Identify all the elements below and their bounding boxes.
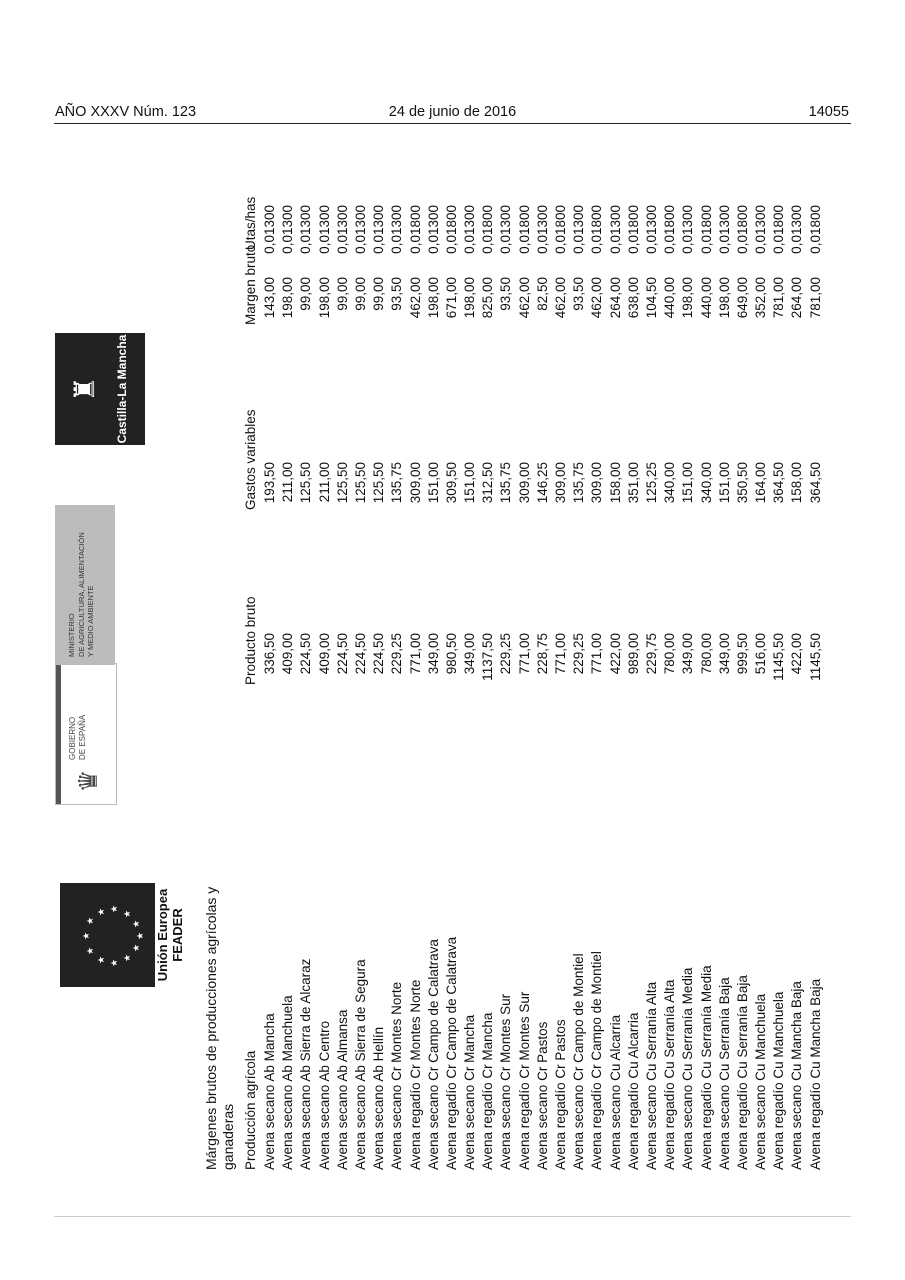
row-name-cell: Avena regadío Cu Serranía Media (698, 965, 714, 1170)
utas-cell: 0,01300 (298, 205, 314, 254)
utas-cell: 0,01300 (425, 205, 441, 254)
gastos-variables-cell: 135,75 (389, 462, 405, 504)
column-header-producto-bruto: Producto bruto (243, 596, 258, 685)
row-name-cell: Avena regadío Cu Alcarria (625, 1012, 641, 1170)
margen-bruto-cell: 82,50 (534, 277, 550, 311)
utas-cell: 0,01800 (698, 205, 714, 254)
gastos-variables-cell: 340,00 (698, 462, 714, 504)
row-name-cell: Avena secano Cu Serranía Alta (643, 981, 659, 1170)
row-name-cell: Avena secano Cr Campo de Montiel (571, 953, 587, 1170)
gastos-variables-cell: 125,50 (298, 462, 314, 504)
footer-rule (54, 1216, 851, 1217)
producto-bruto-cell: 229,75 (643, 633, 659, 675)
gobierno-logo: ♛ GOBIERNO DE ESPAÑA (55, 663, 117, 805)
gastos-variables-cell: 350,50 (734, 462, 750, 504)
utas-cell: 0,01300 (371, 205, 387, 254)
margen-bruto-cell: 198,00 (462, 277, 478, 319)
gastos-variables-cell: 364,50 (807, 462, 823, 504)
column-header-utas: Utas/has (243, 196, 258, 250)
row-name-cell: Avena regadío Cr Pastos (553, 1019, 568, 1170)
margen-bruto-cell: 781,00 (771, 277, 787, 319)
row-name-cell: Avena regadío Cu Serranía Alta (662, 979, 678, 1170)
clm-coat-of-arms-icon: ♜ (69, 376, 100, 402)
gastos-variables-cell: 193,50 (262, 462, 277, 504)
producto-bruto-cell: 771,00 (553, 633, 568, 675)
producto-bruto-cell: 229,25 (498, 633, 514, 675)
gastos-variables-cell: 151,00 (462, 462, 478, 504)
gastos-variables-cell: 309,00 (516, 462, 532, 504)
producto-bruto-cell: 224,50 (371, 633, 387, 675)
producto-bruto-cell: 409,00 (316, 633, 332, 675)
producto-bruto-cell: 516,00 (753, 633, 769, 675)
gastos-variables-cell: 164,00 (753, 462, 769, 504)
gastos-variables-cell: 340,00 (662, 462, 678, 504)
gastos-variables-cell: 309,00 (589, 462, 605, 504)
header-page-number: 14055 (808, 104, 849, 120)
utas-cell: 0,01800 (407, 205, 423, 254)
header-issue: AÑO XXXV Núm. 123 (55, 104, 197, 120)
row-name-cell: Avena secano Cu Manchuela (753, 993, 769, 1170)
producto-bruto-cell: 980,50 (443, 633, 459, 675)
producto-bruto-cell: 229,25 (571, 633, 587, 675)
row-name-cell: Avena secano Ab Sierra de Alcaraz (298, 958, 314, 1170)
producto-bruto-cell: 780,00 (698, 633, 714, 675)
row-name-cell: Avena secano Cr Mancha (462, 1014, 478, 1170)
utas-cell: 0,01800 (625, 205, 641, 254)
margen-bruto-cell: 825,00 (480, 277, 496, 319)
row-name-cell: Avena regadío Cu Manchuela (771, 991, 787, 1170)
row-name-cell: Avena secano Cu Alcarria (607, 1014, 623, 1170)
header-rule (54, 123, 851, 124)
margen-bruto-cell: 143,00 (262, 277, 277, 319)
utas-cell: 0,01300 (280, 205, 296, 254)
eu-stars-flag-icon: ★ ★ ★ ★ ★ ★ ★ ★ ★ ★ ★ ★ (60, 883, 155, 987)
gastos-variables-cell: 125,25 (643, 462, 659, 504)
margen-bruto-cell: 93,50 (498, 277, 514, 311)
utas-cell: 0,01300 (753, 205, 769, 254)
row-name-cell: Avena secano Cu Serranía Baja (716, 977, 732, 1170)
gastos-variables-cell: 135,75 (571, 462, 587, 504)
gastos-variables-cell: 351,00 (625, 462, 641, 504)
margen-bruto-cell: 462,00 (553, 277, 568, 319)
row-name-cell: Avena regadío Cu Serranía Baja (734, 975, 750, 1170)
row-name-cell: Avena secano Ab Sierra de Segura (352, 959, 368, 1170)
margen-bruto-cell: 462,00 (407, 277, 423, 319)
row-name-cell: Avena secano Cr Campo de Calatrava (425, 939, 441, 1170)
row-name-cell: Avena secano Ab Mancha (262, 1013, 277, 1170)
row-name-cell: Avena secano Ab Centro (316, 1020, 332, 1170)
gastos-variables-cell: 364,50 (771, 462, 787, 504)
margen-bruto-cell: 198,00 (316, 277, 332, 319)
producto-bruto-cell: 349,00 (716, 633, 732, 675)
header-date: 24 de junio de 2016 (388, 104, 517, 120)
row-name-cell: Avena regadío Cr Campo de Calatrava (443, 936, 459, 1170)
producto-bruto-cell: 771,00 (407, 633, 423, 675)
utas-cell: 0,01800 (662, 205, 678, 254)
gastos-variables-cell: 312,50 (480, 462, 496, 504)
utas-cell: 0,01300 (571, 205, 587, 254)
row-name-cell: Avena secano Cr Montes Norte (389, 981, 405, 1170)
gastos-variables-cell: 125,50 (371, 462, 387, 504)
utas-cell: 0,01800 (480, 205, 496, 254)
margen-bruto-cell: 440,00 (698, 277, 714, 319)
row-name-cell: Avena secano Ab Manchuela (280, 995, 296, 1170)
margen-bruto-cell: 781,00 (807, 277, 823, 319)
column-header-margen-bruto: Margen bruto (243, 244, 258, 325)
utas-cell: 0,01300 (789, 205, 805, 254)
utas-cell: 0,01800 (771, 205, 787, 254)
row-name-cell: Avena regadío Cr Montes Sur (516, 991, 532, 1170)
utas-cell: 0,01800 (734, 205, 750, 254)
utas-cell: 0,01800 (589, 205, 605, 254)
gastos-variables-cell: 125,50 (352, 462, 368, 504)
row-name-cell: Avena secano Cr Montes Sur (498, 993, 514, 1170)
utas-cell: 0,01300 (534, 205, 550, 254)
gastos-variables-cell: 151,00 (425, 462, 441, 504)
utas-cell: 0,01300 (389, 205, 405, 254)
utas-cell: 0,01800 (807, 205, 823, 254)
producto-bruto-cell: 1137,50 (480, 633, 496, 681)
margen-bruto-cell: 671,00 (443, 277, 459, 319)
producto-bruto-cell: 349,00 (425, 633, 441, 675)
row-name-cell: Avena secano Cu Mancha Baja (789, 981, 805, 1170)
utas-cell: 0,01300 (498, 205, 514, 254)
utas-cell: 0,01800 (553, 205, 568, 254)
producto-bruto-cell: 349,00 (680, 633, 696, 675)
utas-cell: 0,01300 (716, 205, 732, 254)
producto-bruto-cell: 989,00 (625, 633, 641, 675)
ministerio-logo: MINISTERIO DE AGRICULTURA, ALIMENTACIÓN Y MEDIO AMBIENTE (55, 505, 115, 665)
margen-bruto-cell: 462,00 (516, 277, 532, 319)
gastos-variables-cell: 125,50 (334, 462, 350, 504)
column-header-produccion: Producción agrícola (243, 1050, 258, 1170)
row-name-cell: Avena secano Ab Almansa (334, 1009, 350, 1170)
margen-bruto-cell: 440,00 (662, 277, 678, 319)
margen-bruto-cell: 649,00 (734, 277, 750, 319)
gastos-variables-cell: 135,75 (498, 462, 514, 504)
producto-bruto-cell: 422,00 (607, 633, 623, 675)
margen-bruto-cell: 99,00 (298, 277, 314, 311)
producto-bruto-cell: 771,00 (516, 633, 532, 675)
margen-bruto-cell: 99,00 (371, 277, 387, 311)
margen-bruto-cell: 99,00 (352, 277, 368, 311)
gastos-variables-cell: 151,00 (680, 462, 696, 504)
row-name-cell: Avena secano Ab Hellín (371, 1026, 387, 1170)
utas-cell: 0,01300 (352, 205, 368, 254)
margen-bruto-cell: 352,00 (753, 277, 769, 319)
column-header-gastos-variables: Gastos variables (243, 409, 258, 510)
row-name-cell: Avena regadío Cr Campo de Montiel (589, 951, 605, 1170)
gastos-variables-cell: 211,00 (316, 462, 332, 503)
producto-bruto-cell: 771,00 (589, 633, 605, 675)
producto-bruto-cell: 780,00 (662, 633, 678, 675)
margen-bruto-cell: 99,00 (334, 277, 350, 311)
gastos-variables-cell: 158,00 (789, 462, 805, 504)
margen-bruto-cell: 198,00 (680, 277, 696, 319)
rotated-table-page (67, 165, 845, 1170)
gastos-variables-cell: 211,00 (280, 462, 296, 503)
producto-bruto-cell: 422,00 (789, 633, 805, 675)
utas-cell: 0,01300 (262, 205, 277, 254)
producto-bruto-cell: 229,25 (389, 633, 405, 675)
margen-bruto-cell: 638,00 (625, 277, 641, 319)
utas-cell: 0,01800 (516, 205, 532, 254)
margen-bruto-cell: 198,00 (280, 277, 296, 319)
spain-coat-of-arms-icon: ♛ (73, 769, 103, 793)
utas-cell: 0,01300 (643, 205, 659, 254)
utas-cell: 0,01300 (316, 205, 332, 254)
margen-bruto-cell: 93,50 (571, 277, 587, 311)
row-name-cell: Avena secano Cu Serranía Media (680, 967, 696, 1170)
row-name-cell: Avena regadío Cr Mancha (480, 1012, 496, 1170)
spain-flag-strip (56, 664, 61, 804)
gastos-variables-cell: 151,00 (716, 462, 732, 504)
clm-logo: ♜ Castilla-La Mancha (55, 333, 145, 445)
row-name-cell: Avena regadío Cr Montes Norte (407, 979, 423, 1170)
utas-cell: 0,01300 (680, 205, 696, 254)
producto-bruto-cell: 1145,50 (771, 633, 787, 681)
gastos-variables-cell: 309,00 (407, 462, 423, 504)
producto-bruto-cell: 228,75 (534, 633, 550, 675)
producto-bruto-cell: 349,00 (462, 633, 478, 675)
gastos-variables-cell: 309,50 (443, 462, 459, 504)
margen-bruto-cell: 264,00 (607, 277, 623, 319)
utas-cell: 0,01300 (462, 205, 478, 254)
producto-bruto-cell: 224,50 (334, 633, 350, 675)
utas-cell: 0,01800 (443, 205, 459, 254)
margen-bruto-cell: 198,00 (716, 277, 732, 319)
gastos-variables-cell: 146,25 (534, 462, 550, 504)
table-title: Márgenes brutos de producciones agrícolas y ganaderas (203, 886, 236, 1170)
gastos-variables-cell: 309,00 (553, 462, 568, 504)
margen-bruto-cell: 462,00 (589, 277, 605, 319)
producto-bruto-cell: 224,50 (298, 633, 314, 675)
margen-bruto-cell: 104,50 (643, 277, 659, 319)
producto-bruto-cell: 336,50 (262, 633, 277, 675)
producto-bruto-cell: 999,50 (734, 633, 750, 675)
producto-bruto-cell: 1145,50 (807, 633, 823, 681)
margen-bruto-cell: 93,50 (389, 277, 405, 311)
producto-bruto-cell: 409,00 (280, 633, 296, 675)
utas-cell: 0,01300 (607, 205, 623, 254)
row-name-cell: Avena secano Cr Pastos (534, 1021, 550, 1170)
eu-logo-text: Unión Europea FEADER (155, 888, 185, 982)
gastos-variables-cell: 158,00 (607, 462, 623, 504)
utas-cell: 0,01300 (334, 205, 350, 254)
margen-bruto-cell: 198,00 (425, 277, 441, 319)
margen-bruto-cell: 264,00 (789, 277, 805, 319)
producto-bruto-cell: 224,50 (352, 633, 368, 675)
row-name-cell: Avena regadío Cu Mancha Baja (807, 978, 823, 1170)
